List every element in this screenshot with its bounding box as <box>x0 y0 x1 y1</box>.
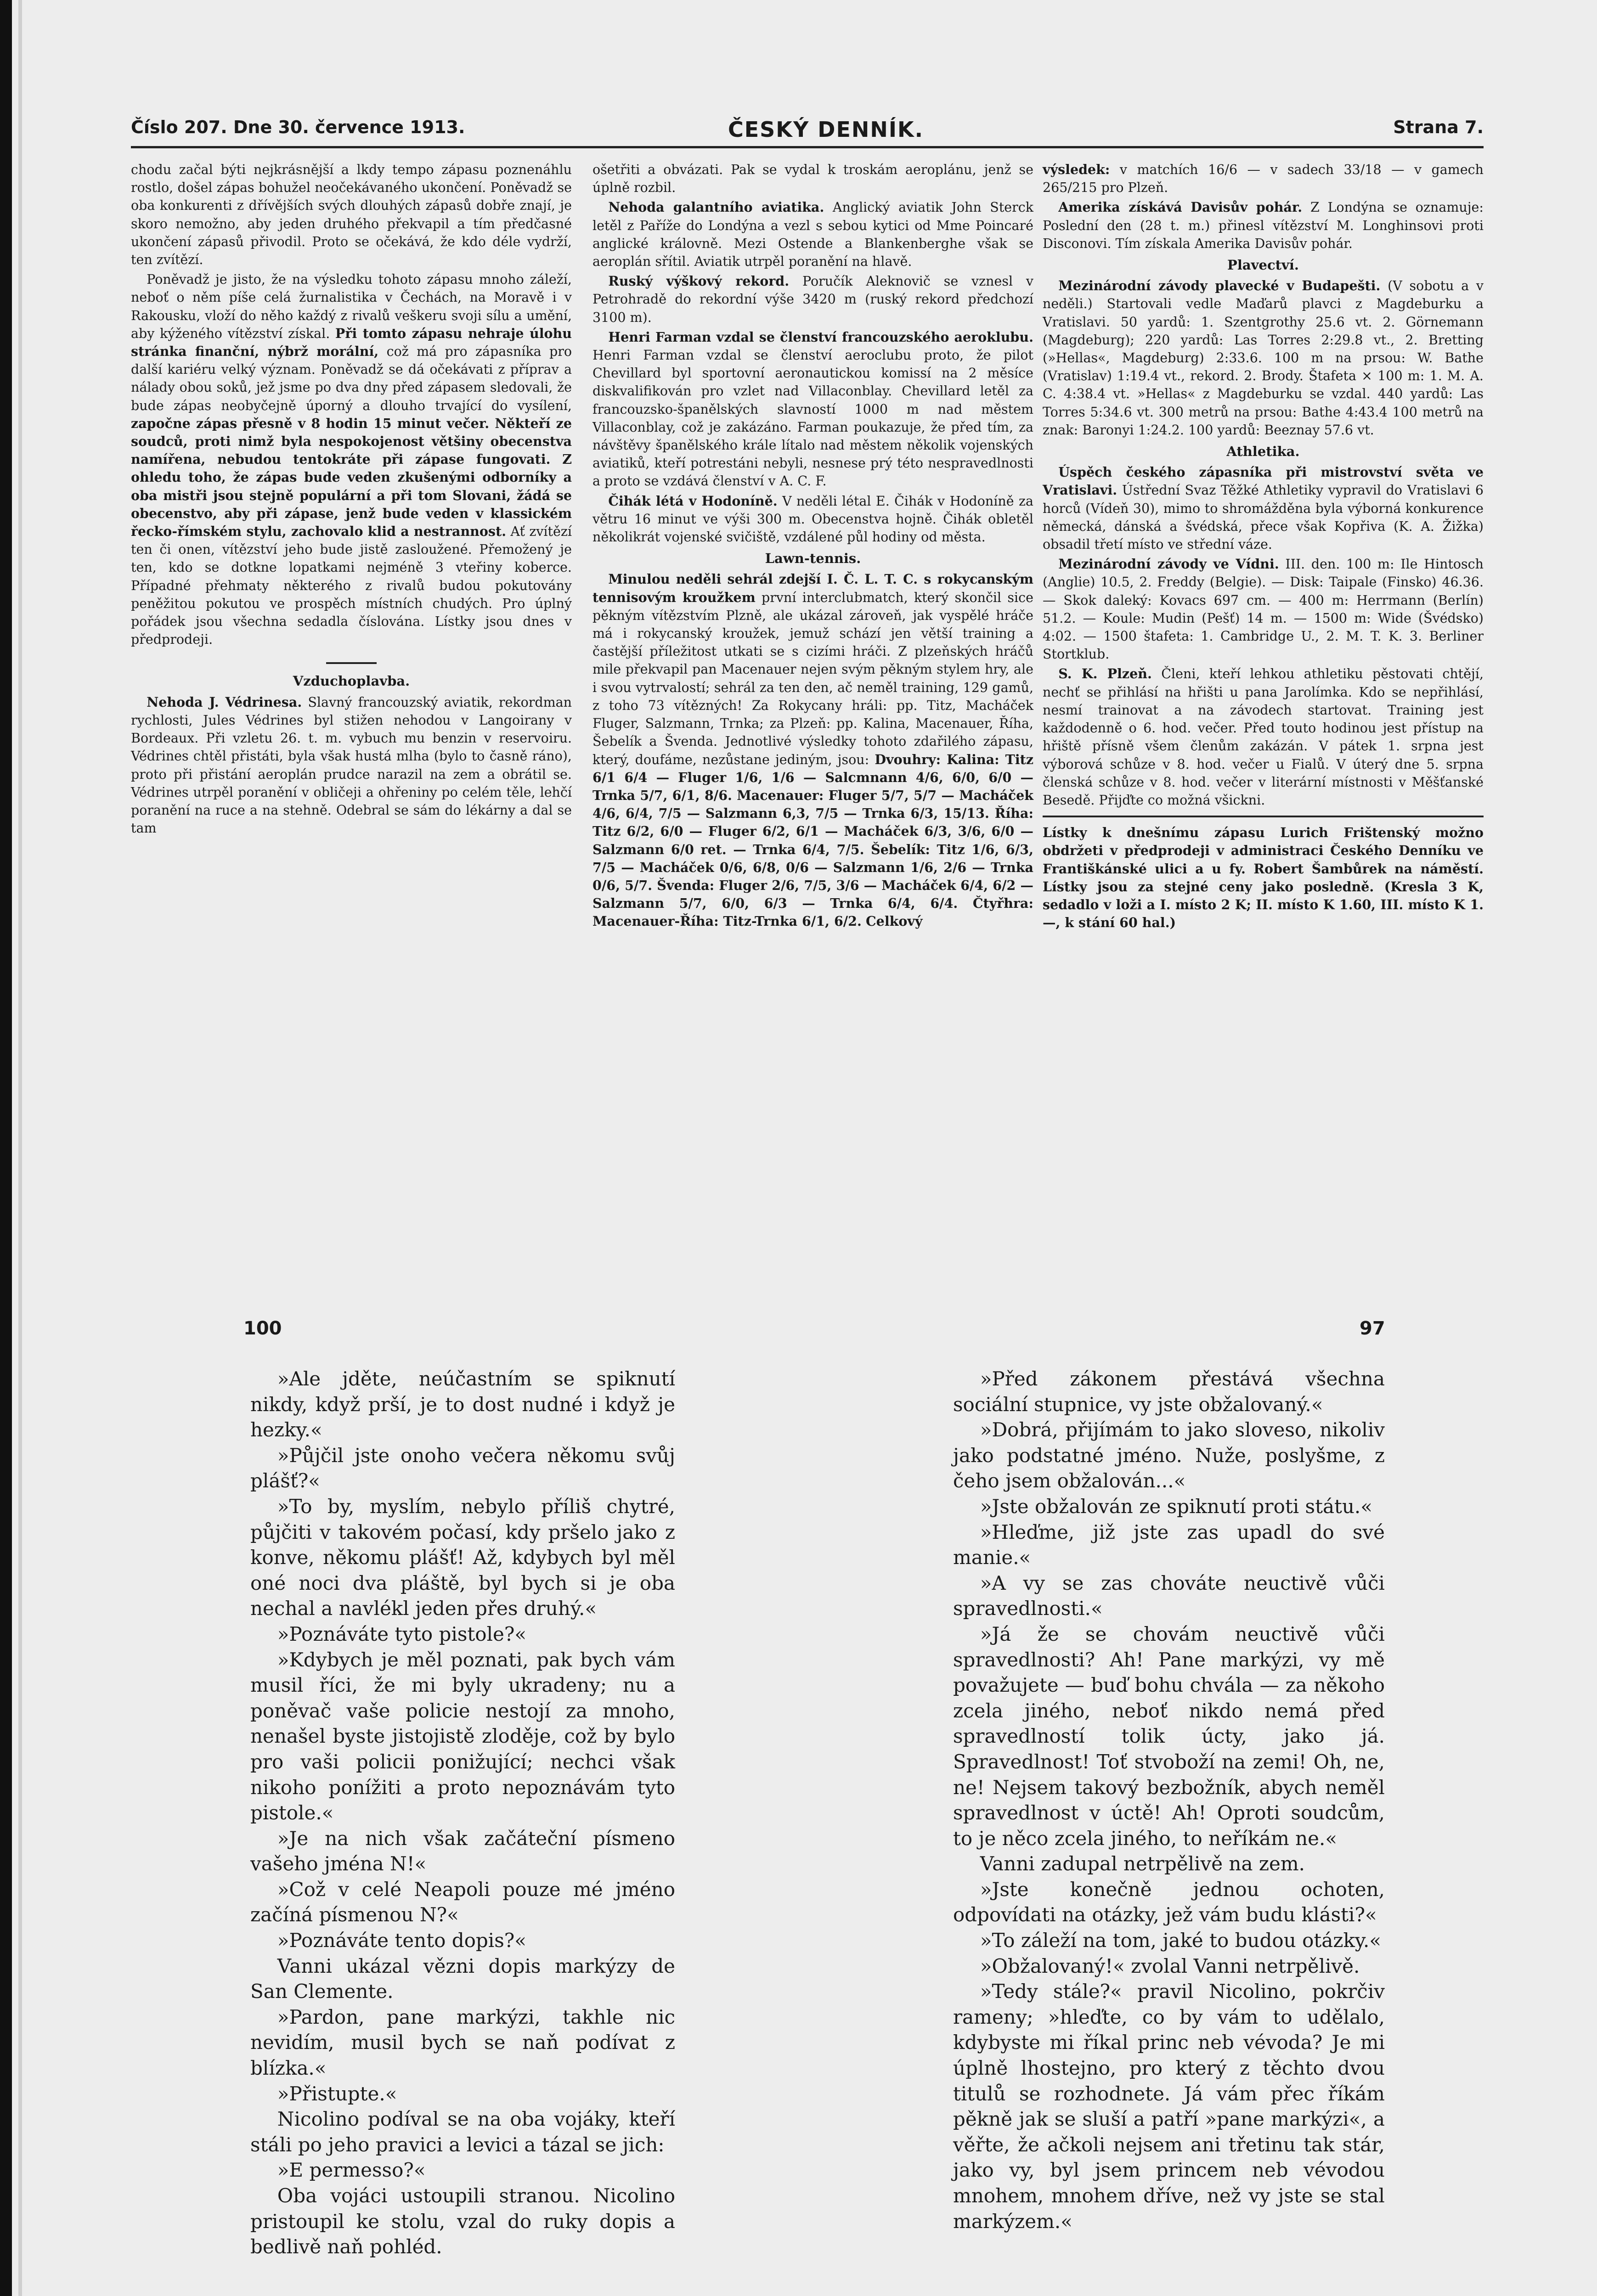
novel-paragraph: Vanni zadupal netrpělivě na zem. <box>980 1852 1305 1875</box>
novel-paragraph: Vanni ukázal vězni dopis markýzy de San Clemente. <box>250 1954 675 2003</box>
scan-edge <box>0 0 12 2296</box>
column-2 <box>593 161 1033 933</box>
column-3 <box>1043 161 1484 934</box>
paragraph: chodu začal býti nejkrásnější a lkdy tempo zápasu poznenáhlu rostlo, došel zápas bohužel neočekávaného ukončení. Poněvadž se oba konkurenti z dřívějších svých dlouhých zápasů dobře znají, je skoro nemožno, aby jeden druhého překvapil a tím předčasné ukončení zápasů přivodil. Proto se očekává, že kdo déle vydrží, ten zvítězí. <box>131 162 572 268</box>
page-number-label: Strana 7. <box>1393 117 1484 137</box>
section-heading-aviation: Vzduchoplavba. <box>293 673 410 689</box>
novel-paragraph: »Jste obžalován ze spiknutí proti státu.« <box>980 1495 1372 1518</box>
paragraph: Úspěch českého zápasníka při mistrovství světa ve Vratislavi. Ústřední Svaz Těžké Athletiky vypravil do Vratislavi 6 horců (Vídeň 30), mimo to shromážděna byla výborná konkurence německá, dánská a švédská, přece však Kopřiva (K. A. Žižka) obsadil třetí místo ve střední váze. <box>1043 464 1484 552</box>
novel-paragraph: »Je na nich však začáteční písmeno vašeho jména N!« <box>250 1827 675 1875</box>
novel-paragraph: »Obžalovaný!« zvolal Vanni netrpělivě. <box>980 1954 1360 1977</box>
novel-paragraph: »Pardon, pane markýzi, takhle nic nevidím, musil bych se naň podívat z blízka.« <box>250 2005 675 2080</box>
novel-paragraph: »Poznáváte tento dopis?« <box>277 1929 526 1952</box>
novel-paragraph: »Kdybych je měl poznati, pak bych vám musil říci, že mi byly ukradeny; nu a poněvač vaše policie nestojí za mnoho, nenašel byste jistojistě zloděje, což by bylo pro vaši policii ponižující; nechci však nikoho ponížiti a proto nepoznávám tyto pistole.« <box>250 1648 675 1824</box>
paragraph: Henri Farman vzdal se členství francouzského aeroklubu. Henri Farman vzdal se členství aeroclubu proto, že pilot Chevillard byl sportovní aeronautickou komissí na 2 měsíce diskvalifikován pro vzlet nad Villaconblay. Chevillard letěl za francouzsko-španělských slavností 1000 m nad městem Villaconblay, což je zakázáno. Farman poukazuje, že před tím, za návštěvy španělského krále lítalo nad městem několik vojenských aviatiků, kteří potrestáni nebyli, nesnese prý této nespravedlnosti a proto se vzdává členství v A. C. F. <box>593 329 1033 489</box>
scan-edge-shadow <box>18 0 22 2296</box>
novel-paragraph: »A vy se zas chováte neuctivě vůči spravedlnosti.« <box>953 1571 1385 1620</box>
novel-paragraph: »Před zákonem přestává všechna sociální stupnice, vy jste obžalovaný.« <box>953 1367 1385 1416</box>
paragraph: Ruský výškový rekord. Poručík Aleknovič se vznesl v Petrohradě do rekordní výše 3420 m (ruský rekord předchozí 3100 m). <box>593 273 1034 325</box>
paragraph: výsledek: v matchích 16/6 — v sadech 33/18 — v gamech 265/215 pro Plzeň. <box>1043 162 1484 196</box>
novel-page-number-left: 100 <box>243 1318 282 1339</box>
paragraph: Nehoda galantního aviatika. Anglický aviatik John Sterck letěl z Paříže do Londýna a vezl s sebou kytici od Mme Poincaré anglické královně. Mezi Ostende a Blankenberghe však se aeroplán sřítil. Aviatik utrpěl poranění na hlavě. <box>593 199 1033 270</box>
section-heading-tennis: Lawn-tennis. <box>765 551 861 567</box>
novel-column-right <box>953 1366 1385 2234</box>
section-heading-swimming: Plavectví. <box>1227 257 1299 273</box>
paragraph: Nehoda J. Védrinesa. Slavný francouzský aviatik, rekordman rychlosti, Jules Védrines byl stižen nehodou v Langoirany v Bordeaux. Při vzletu 26. t. m. vybuch mu benzin v reservoiru. Védrines chtěl přistáti, byla však hustá mlha (bylo to časně ráno), proto při přistání aeroplán prudce narazil na zem a obrátil se. Védrines utrpěl poranění v obličeji a ohřeniny po celém těle, lehčí poranění na ruce a na stehně. Odebral se sám do lékárny a dal se tam <box>131 694 572 836</box>
novel-paragraph: »Hleďme, již jste zas upadl do své manie.« <box>953 1520 1385 1569</box>
column-1 <box>131 161 572 839</box>
page-header <box>131 117 1484 146</box>
paragraph: Minulou neděli sehrál zdejší I. Č. L. T. C. s rokycanským tennisovým kroužkem první interclubmatch, který skončil sice pěkným vítězstvím Plzně, ale ukázal zároveň, jak vyspělé hráče má i rokycanský kroužek, jemuž schází jen větší training a častější příležitost utkati se s cizími hráči. Z plzeňských hráčů mile překvapil pan Macenauer nejen svým pěkným stylem hry, ale i svou vytrvalostí; sehrál za ten den, ač neměl training, 129 gamů, z toho 73 vítězných! Za Rokycany hráli: pp. Titz, Macháček Fluger, Salzmann, Trnka; za Plzeň: pp. Kalina, Macenauer, Říha, Šebelík a Švenda. Jednotlivé výsledky tohoto zdařilého zápasu, který, doufáme, nezůstane jediným, jsou: Dvouhry: Kalina: Titz 6/1 6/4 — Fluger 1/6, 1/6 — Salcmnann 4/6, 6/0, 6/0 — Trnka 5/7, 6/1, 8/6. Macenauer: Fluger 5/7, 5/7 — Macháček 4/6, 6/4, 7/5 — Salzmann 6,3, 7/5 — Trnka 6/3, 15/13. Říha: Titz 6/2, 6/0 — Fluger 6/2, 6/1 — Macháček 6/3, 3/6, 6/0 — Salzmann 6/0 ret. — Trnka 6/4, 7/5. Šebelík: Titz 1/6, 6/3, 7/5 — Macháček 0/6, 6/8, 0/6 — Salzmann 1/6, 2/6 — Trnka 0/6, 5/7. Švenda: Fluger 2/6, 7/5, 3/6 — Macháček 6/4, 6/2 — Salzmann 5/7, 6/0, 6/3 — Trnka 6/4, 6/4. Čtyřhra: Macenauer-Říha: Titz-Trnka 6/1, 6/2. Celkový <box>593 571 1034 929</box>
novel-paragraph: Oba vojáci ustoupili stranou. Nicolino pristoupil ke stolu, vzal do ruky dopis a bedlivě naň pohléd. <box>250 2184 675 2258</box>
novel-paragraph: »Přistupte.« <box>277 2082 397 2105</box>
paragraph: ošetřiti a obvázati. Pak se vydal k troskám aeroplánu, jenž se úplně rozbil. <box>593 162 1033 196</box>
paragraph: S. K. Plzeň. Členi, kteří lehkou athletiku pěstovati chtějí, nechť se přihlásí na hřišti u pana Jarolímka. Kdo se nepřihlásí, nesmí trainovat a na závodech startovat. Training jest každodenně o 6. hod. večer. Před touto hodinou jest přístup na hřiště přísně všem členům zakázán. V pátek 1. srpna jest výborová schůze v 8. hod. večer u Fialů. V úterý dne 5. srpna členská schůze v 8. hod. večer v literární místnosti v Měšťanské Besedě. Přijďte co možná všickni. <box>1043 666 1484 808</box>
header-rule <box>131 146 1484 148</box>
paragraph: Amerika získává Davisův pohár. Z Londýna se oznamuje: Poslední den (28 t. m.) přinesl vítězství M. Longhinsovi proti Disconovi. Tím získala Amerika Davisův pohár. <box>1043 199 1484 251</box>
novel-paragraph: »Tedy stále?« pravil Nicolino, pokrčiv rameny; »hleďte, co by vám to udělalo, kdybyste mi říkal princ neb vévoda? Je mi úplně lhostejno, pro který z těchto dvou titulů se rozhodnete. Já vám přec říkám pěkně jak se sluší a patří »pane markýzi«, a věřte, že ačkoli nejsem ani třetinu tak stár, jako vy, byl jsem princem neb vévodou mnohem, mnohem dříve, než vy jste se stal markýzem.« <box>953 1980 1385 2233</box>
paragraph: Mezinárodní závody ve Vídni. III. den. 100 m: Ile Hintosch (Anglie) 10.5, 2. Freddy (Belgie). — Disk: Taipale (Finsko) 46.36. — Skok daleký: Kovacs 697 cm. — 400 m: Herrmann (Berlín) 51.2. — Koule: Mudin (Pešť) 14 m. — 1500 m: Wide (Švédsko) 4:02. — 1500 štafeta: 1. Cambridge U., 2. M. T. K. 3. Berliner Stortklub. <box>1043 556 1484 662</box>
novel-paragraph: »Jste konečně jednou ochoten, odpovídati na otázky, jež vám budu klásti?« <box>953 1878 1385 1926</box>
paragraph: Poněvadž je jisto, že na výsledku tohoto zápasu mnoho záleží, neboť o něm píše celá žurnalistika v Čechách, na Moravě i v Rakousku, vloží do něho každý z rivalů veškeru svoji sílu a umění, aby kýženého vítězství získal. Při tomto zápasu nehraje úlohu stránka finanční, nýbrž morální, což má pro zápasníka pro další kariéru velký význam. Poněvadž se dá očekávati z příprav a nálady obou soků, jež jsme po dva dny před zápasem sledovali, že bude zápas neobyčejně úporný a dlouho trvající do vysílení, započne zápas přesně v 8 hodin 15 minut večer. Někteří ze soudců, proti nimž byla nespokojenost většiny obecenstva namířena, nebudou tentokráte při zápase fungovati. Z ohledu toho, že zápas bude veden zkušenými odborníky a oba mistři jsou stejně populární a při tom Slovani, žádá se obecenstvo, aby při zápase, jenž bude veden v klassickém řecko-římském stylu, zachovalo klid a nestrannost. Ať zvítězí ten či onen, vítězství jeho bude jistě zasloužené. Přemožený je ten, kdo se dotkne lopatkami nejméně 3 vteřiny koberce. Případné přehmaty některého z rivalů budou pokutovány peněžitou pokutou ve prospěch místních chudých. Pro úplný pořádek jsou všechna sedadla číslována. Lístky jsou dnes v předprodeji. <box>131 272 572 647</box>
newspaper-title: ČESKÝ DENNÍK. <box>728 117 924 142</box>
novel-paragraph: »To by, myslím, nebylo příliš chytré, půjčiti v takovém počasí, kdy pršelo jako z konve, někomu plášť! Až, kdybych byl měl oné noci dva pláště, byl bych si je oba nechal a navlékl jeden přes druhý.« <box>250 1495 675 1620</box>
paragraph: Mezinárodní závody plavecké v Budapešti. (V sobotu a v neděli.) Startovali vedle Maďarů plavci z Magdeburku a Vratislavi. 50 yardů: 1. Szentgrothy 25.6 vt. 2. Görnemann (Magdeburg); 220 yardů: Las Torres 2:29.8 vt., 2. Bretting (»Hellas«, Magdeburg) 2:33.6. 100 m na prsou: W. Bathe (Vratislav) 1:19.4 vt., rekord. 2. Brody. Štafeta × 100 m: 1. M. A. C. 4:38.4 vt. »Hellas« z Magdeburku se vzdal. 440 yardů: Las Torres 5:34.6 vt. 300 metrů na prsou: Bathe 4:43.4 100 metrů na znak: Baronyi 1:24.2. 100 yardů: Beeznay 57.6 vt. <box>1043 278 1484 438</box>
section-divider <box>326 662 377 664</box>
ticket-notice: Lístky k dnešnímu zápasu Lurich Frištenský možno obdržeti v předprodeji v administraci Českého Denníku ve Františkánské ulici a u fy. Robert Šambůrek na náměstí. Lístky jsou za stejné ceny jako posledně. (Kresla 3 K, sedadlo v loži a I. místo 2 K; II. místo K 1.60, III. místo K 1.—, k stání 60 hal.) <box>1043 816 1484 932</box>
section-heading-athletics: Athletika. <box>1226 444 1300 460</box>
novel-paragraph: »Poznáváte tyto pistole?« <box>277 1622 527 1645</box>
novel-paragraph: »Což v celé Neapoli pouze mé jméno začíná písmenou N?« <box>250 1878 675 1926</box>
novel-paragraph: »Já že se chovám neuctivě vůči spravedlnosti? Ah! Pane markýzi, vy mě považujete — buď bohu chvála — za někoho zcela jiného, neboť nikdo nemá před spravedlností tolik úcty, jako já. Spravedlnost! Toť stvoboží na zemi! Oh, ne, ne! Nejsem takový bezbožník, abych neměl spravedlnost v úctě! Ah! Oproti soudcům, to je něco zcela jiného, to neříkám ne.« <box>953 1622 1385 1850</box>
novel-paragraph: »Dobrá, přijímám to jako sloveso, nikoliv jako podstatné jméno. Nuže, poslyšme, z čeho jsem obžalován...« <box>953 1418 1385 1492</box>
novel-paragraph: Nicolino podíval se na oba vojáky, kteří stáli po jeho pravici a levici a tázal se jich: <box>250 2108 675 2156</box>
issue-date: Číslo 207. Dne 30. července 1913. <box>131 117 465 137</box>
paragraph: Čihák létá v Hodoníně. V neděli létal E. Čihák v Hodoníně za větru 16 minut ve výši 300 m. Obecenstva hojně. Čihák obletěl několikrát vojenské svičiště, vzdálené půl hodiny od města. <box>593 493 1034 545</box>
novel-page-number-right: 97 <box>1360 1318 1385 1339</box>
novel-paragraph: »To záleží na tom, jaké to budou otázky.« <box>980 1929 1382 1952</box>
novel-paragraph: »E permesso?« <box>277 2159 426 2182</box>
novel-paragraph: »Ale jděte, neúčastním se spiknutí nikdy, když prší, je to dost nudné i když je hezky.« <box>250 1367 675 1441</box>
novel-paragraph: »Půjčil jste onoho večera někomu svůj plášť?« <box>250 1444 675 1492</box>
novel-column-left <box>250 1366 675 2260</box>
